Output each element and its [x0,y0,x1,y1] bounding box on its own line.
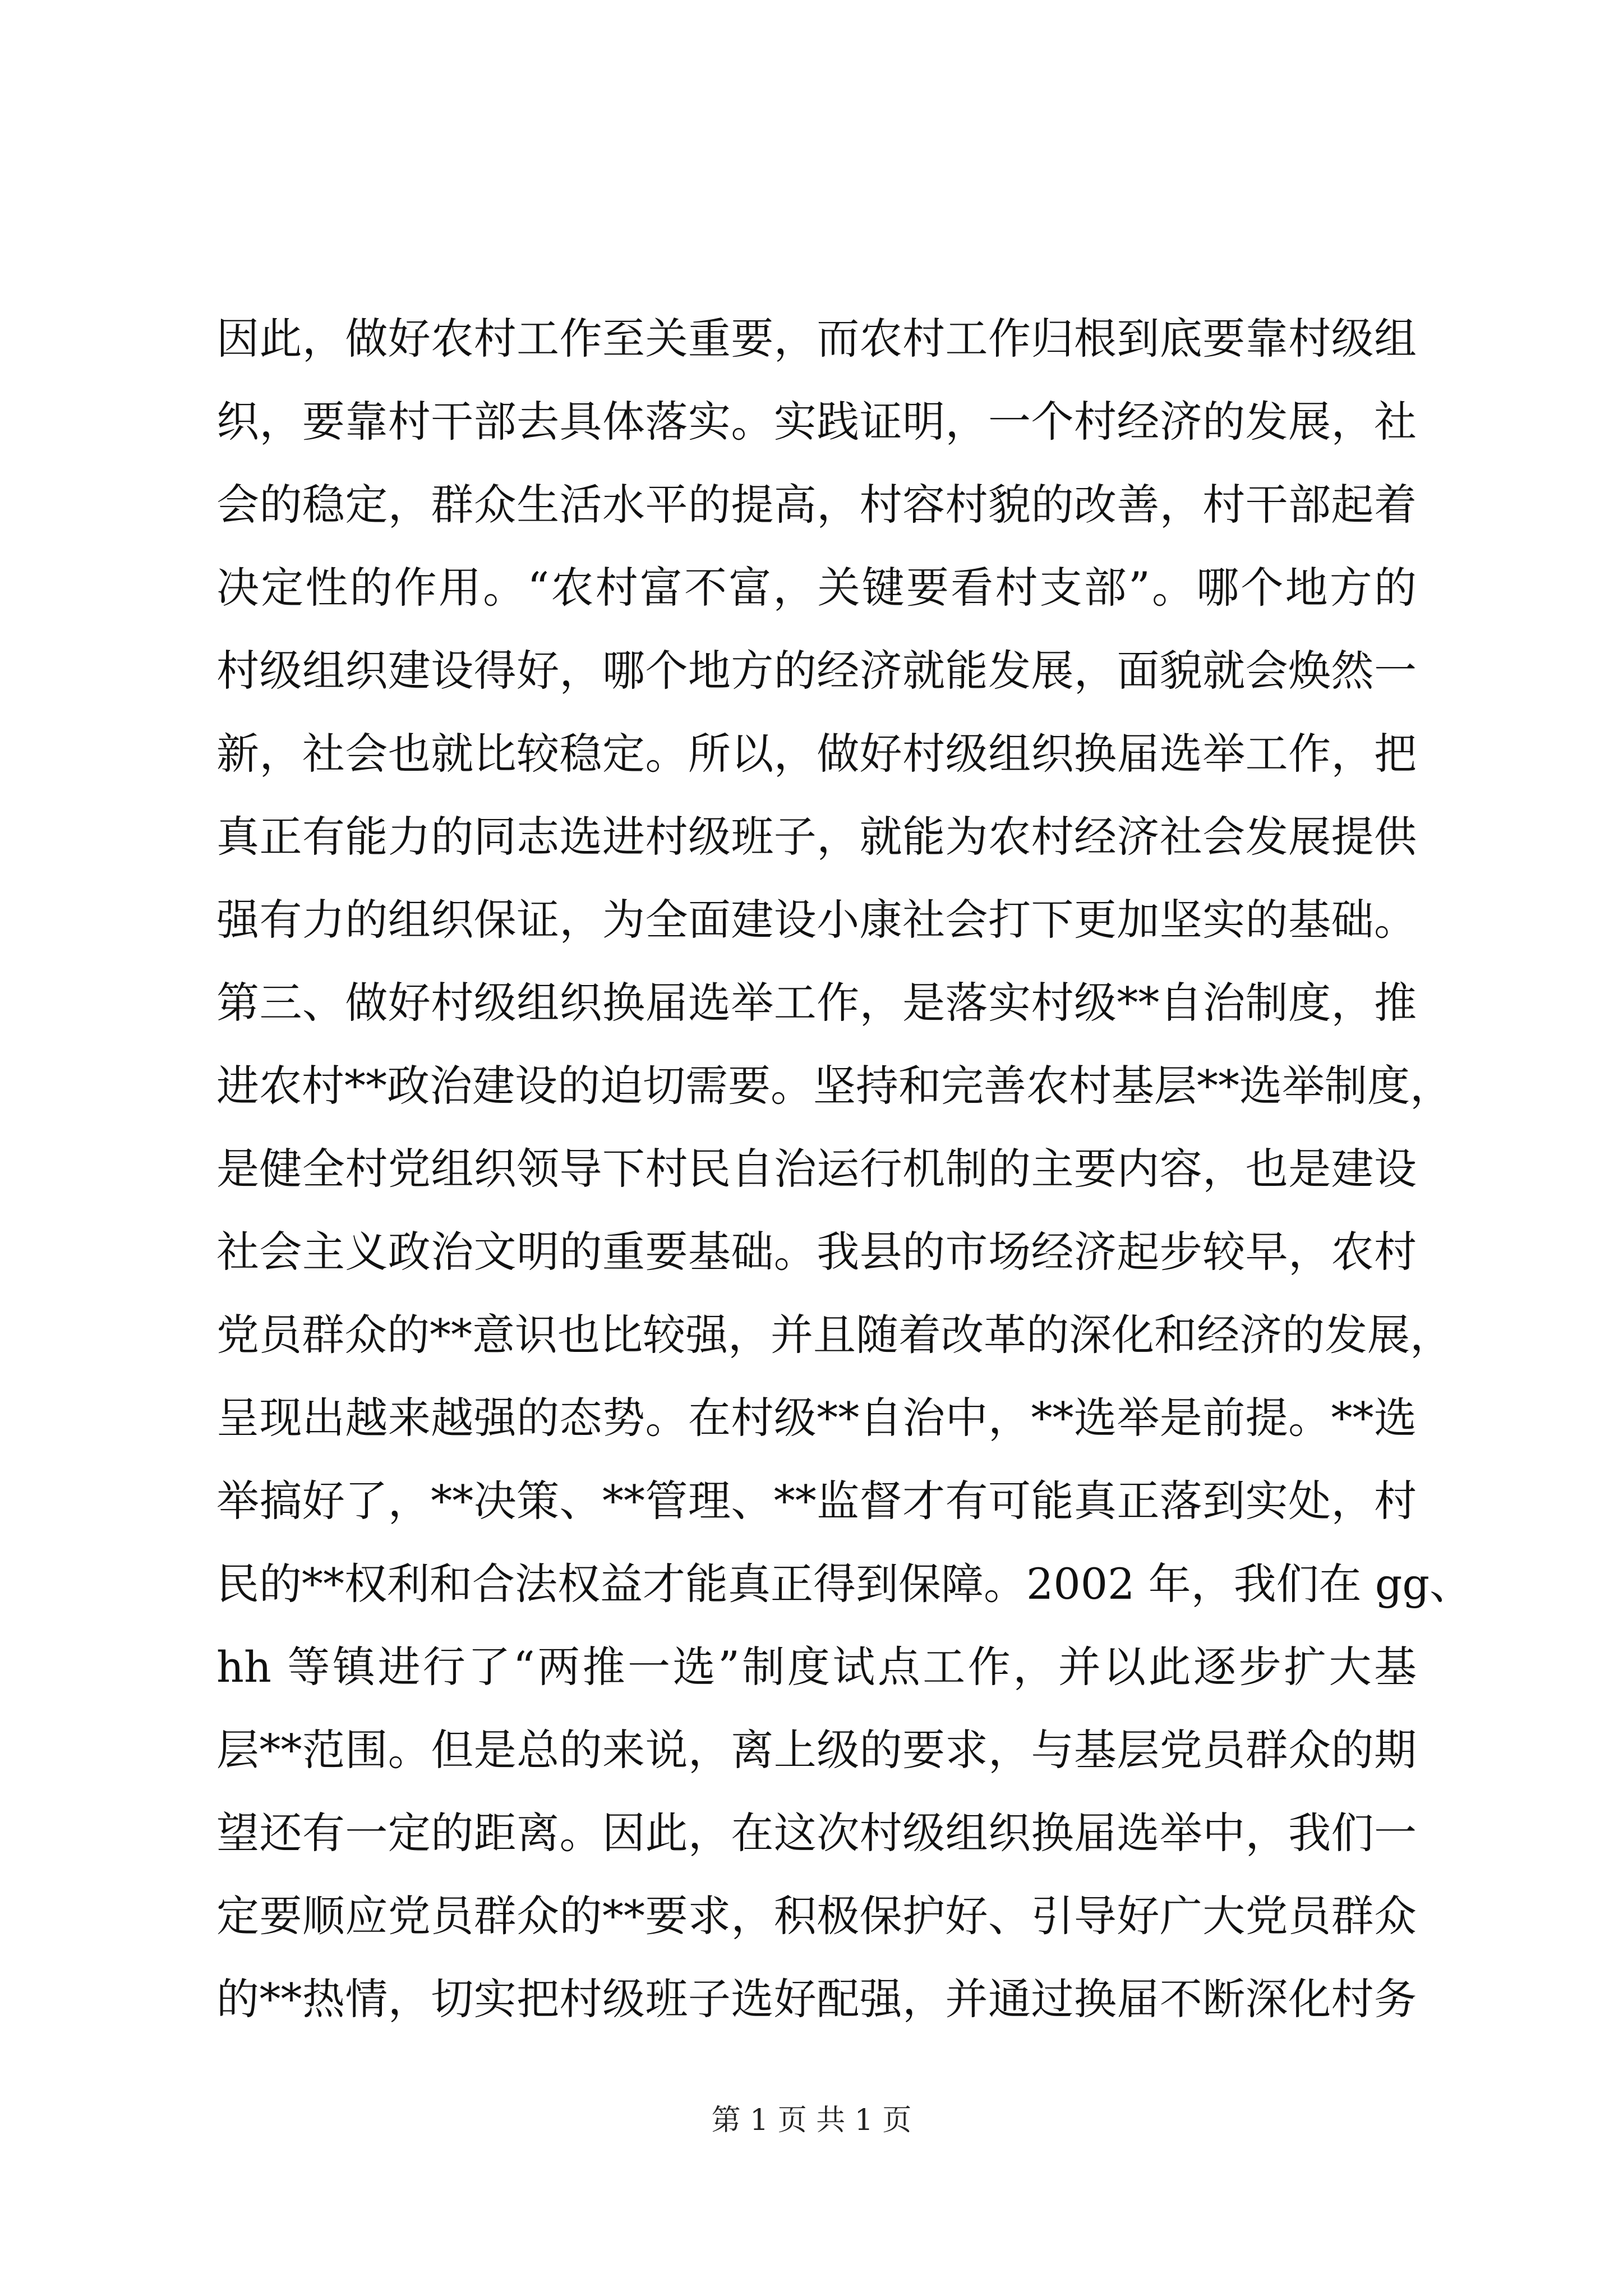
text-line: 强有力的组织保证，为全面建设小康社会打下更加坚实的基础。 [216,895,1417,945]
text-line: 真正有能力的同志选进村级班子，就能为农村经济社会发展提供 [216,812,1417,862]
text-line: 织，要靠村干部去具体落实。实践证明，一个村经济的发展，社 [216,397,1417,447]
text-line: 新，社会也就比较稳定。所以，做好村级组织换届选举工作，把 [216,729,1417,779]
text-line: 社会主义政治文明的重要基础。我县的市场经济起步较早，农村 [216,1227,1417,1277]
text-line: 第三、做好村级组织换届选举工作，是落实村级**自治制度，推 [216,978,1417,1028]
text-line: 定要顺应党员群众的**要求，积极保护好、引导好广大党员群众 [216,1891,1417,1941]
text-line: 的**热情，切实把村级班子选好配强，并通过换届不断深化村务 [216,1974,1417,2024]
text-line: 进农村**政治建设的迫切需要。坚持和完善农村基层**选举制度， [216,1061,1453,1111]
body-text [216,297,1473,2041]
text-line: 望还有一定的距离。因此，在这次村级组织换届选举中，我们一 [216,1808,1417,1858]
text-line: 呈现出越来越强的态势。在村级**自治中，**选举是前提。**选 [216,1393,1417,1443]
page-number-label: 第 1 页 共 1 页 [711,2104,912,2137]
text-line: 民的**权利和合法权益才能真正得到保障。2002 年，我们在 gg、 [216,1559,1473,1609]
text-line: 因此，做好农村工作至关重要，而农村工作归根到底要靠村级组 [216,314,1417,364]
text-line: 会的稳定，群众生活水平的提高，村容村貌的改善，村干部起着 [216,480,1417,530]
text-line: 决定性的作用。“农村富不富，关键要看村支部”。哪个地方的 [216,563,1417,613]
text-line: 层**范围。但是总的来说，离上级的要求，与基层党员群众的期 [216,1725,1417,1775]
text-line: 村级组织建设得好，哪个地方的经济就能发展，面貌就会焕然一 [216,646,1417,696]
text-line: 是健全村党组织领导下村民自治运行机制的主要内容，也是建设 [216,1144,1417,1194]
text-line: 党员群众的**意识也比较强，并且随着改革的深化和经济的发展， [216,1310,1453,1360]
page-footer [0,2101,1623,2140]
text-line: hh 等镇进行了“两推一选”制度试点工作，并以此逐步扩大基 [216,1642,1417,1692]
text-line: 举搞好了，**决策、**管理、**监督才有可能真正落到实处，村 [216,1476,1417,1526]
